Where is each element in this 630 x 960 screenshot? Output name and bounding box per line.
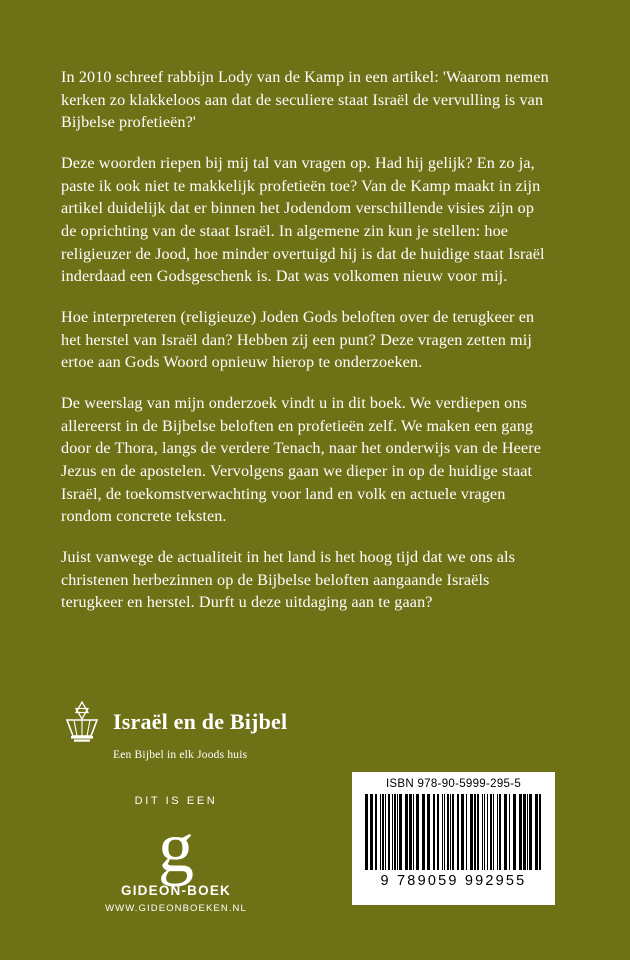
blurb-paragraph: In 2010 schreef rabbijn Lody van de Kamp in een artikel: 'Waarom nemen kerken zo klakkeloos aan dat de seculiere staat Israël de vervulling is van Bijbelse profetieën?' [61,68,549,132]
barcode-digits: 9 789059 992955 [380,873,527,889]
imprint-name: GIDEON-BOEK [121,883,231,899]
blurb-text [61,66,551,614]
menorah-lamp-icon [61,700,103,744]
blurb-paragraph: Deze woorden riepen bij mij tal van vragen op. Had hij gelijk? En zo ja, paste ik ook niet te makkelijk profetieën toe? Van de Kamp maakt in zijn artikel duidelijk dat er binnen het Jodendom verschillende visies zijn op de oprichting van de staat Israël. In algemene zin kun je stellen: hoe religieuzer de Jood, hoe minder overtuigd hij is dat de huidige staat Israël inderdaad een Godsgeschenk is. Dat was volkomen nieuw voor mij. [61,154,545,286]
imprint-monogram: g [158,807,194,887]
imprint-url: WWW.GIDEONBOEKEN.NL [105,903,247,915]
publisher-name: Israël en de Bijbel [113,709,288,734]
blurb-paragraph: De weerslag van mijn onderzoek vindt u in dit boek. We verdiepen ons allereerst in de Bijbelse beloften en profetieën zelf. We maken een gang door de Thora, langs de verdere Tenach, naar het onderwijs van de Heere Jezus en de apostelen. Vervolgens gaan we dieper in op de huidige staat Israël, de toekomstverwachting voor land en volk en actuele vragen rondom concrete teksten. [61,394,541,526]
isbn-barcode-panel [352,772,555,905]
blurb-paragraph: Hoe interpreteren (religieuze) Joden Gods beloften over de terugkeer en het herstel van Israël dan? Hebben zij een punt? Deze vragen zetten mij ertoe aan Gods Woord opnieuw hierop te onderzoeken. [61,308,535,372]
publisher-tagline: Een Bijbel in elk Joods huis [113,749,248,761]
imprint-block [61,795,291,914]
publisher-block [61,700,361,761]
barcode-bars [365,794,543,870]
isbn-label: ISBN 978-90-5999-295-5 [385,778,522,790]
blurb-paragraph: Juist vanwege de actualiteit in het land is het hoog tijd dat we ons als christenen herbezinnen op de Bijbelse beloften aangaande Israëls terugkeer en herstel. Durft u deze uitdaging aan te gaan? [61,548,516,612]
imprint-top-label: DIT IS EEN [134,795,218,807]
